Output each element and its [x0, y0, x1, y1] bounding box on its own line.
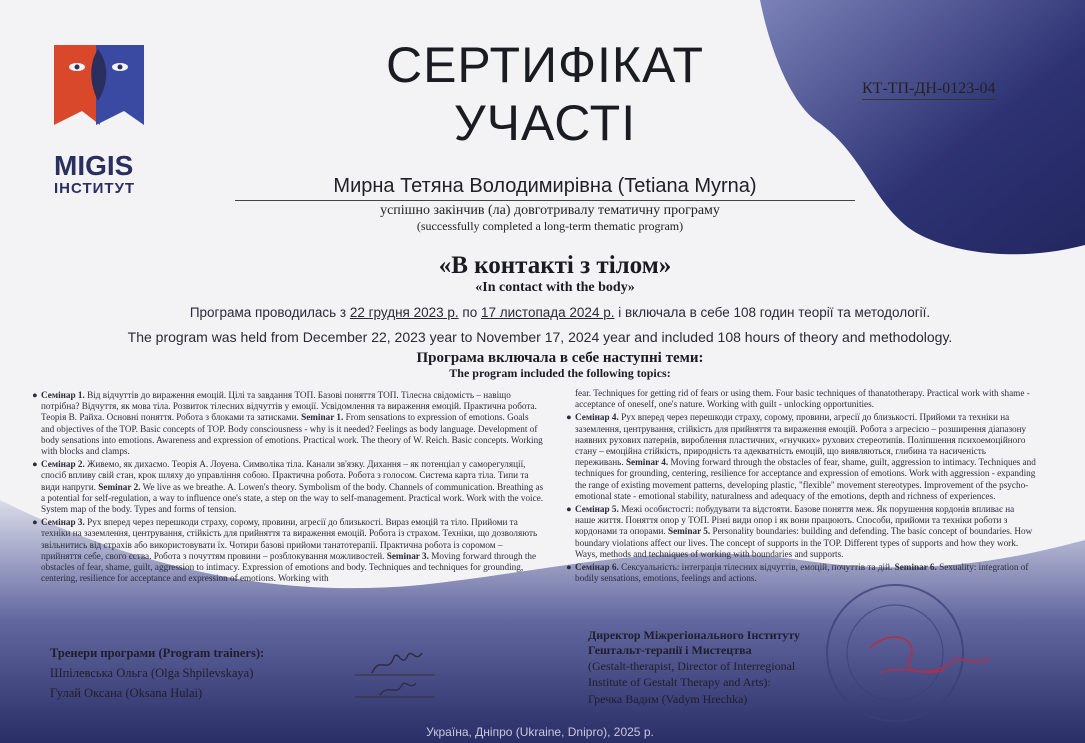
director-title-3: (Gestalt-therapist, Director of Interregional — [588, 659, 796, 673]
seminar-text-en: Personality boundaries: building and defending. The basic concept of boundaries. How boundary violations affect our lives. The concept of supports in the TOP. Different types of supports and how they work. Ways, methods and techniques of working with boundaries and supports. — [575, 526, 1033, 559]
seminar-2 — [32, 459, 544, 515]
seminar-text-en: Sexuality: integration of bodily sensations, emotions, feelings and actions. — [575, 562, 1029, 584]
migis-logo — [50, 45, 150, 197]
seminar-text: Межі особистості: побудувати та відстояти. Базове поняття меж. Як порушення кордонів впливає на наше життя. Поняття опор у ТОП. Різні види опор і як вони працюють. Способи, прийоми та техніки роботи з кордонами та опорами. — [575, 504, 1015, 537]
bullet-icon: ● — [566, 412, 572, 423]
seminar-label-en: Seminar 5. — [667, 526, 711, 537]
topics-heading-ua: Програма включала в себе наступні теми: — [416, 350, 704, 366]
director-title-1: Директор Міжрегіонального Інституту — [588, 628, 800, 642]
seminar-text: Сексуальність: інтеграція тілесних відчуттів, емоцій, почуттів та дій. — [618, 562, 893, 573]
footer-location: Україна, Дніпро (Ukraine, Dnipro), 2025 р. — [426, 725, 654, 739]
title-line-2: УЧАСТІ — [453, 95, 637, 151]
certificate-title — [330, 36, 760, 152]
program-title: «В контакті з тілом» — [438, 252, 672, 279]
trainer-signature — [350, 645, 440, 705]
held-ua-pre: Програма проводилась з — [189, 305, 350, 320]
seminar-label-en: Seminar 1. — [301, 412, 344, 423]
seminar-text: Від відчуттів до вираження емоцій. Цілі та завдання ТОП. Базові поняття ТОП. Тілесна свідомість – навіщо потрібна? Відчуття, як мова тіла. Розвиток тілесних відчуттів у емоції. Усвідомлення та вираження емоцій. Практична робота. Теорія В. Райха. Основні поняття. Робота з блоками та затисками. — [41, 390, 537, 423]
logo-name: MIGIS — [54, 150, 134, 181]
bullet-icon: ● — [32, 459, 38, 470]
completed-text-ua: успішно закінчив (ла) довготривалу тематичну програму — [380, 203, 720, 218]
held-ua-post: і включала в себе 108 годин теорії та методології. — [614, 305, 931, 320]
title-line-1: СЕРТИФІКАТ — [385, 37, 705, 93]
seminar-text-en: Moving forward through the obstacles of fear, shame, guilt, aggression to intimacy. Expression of emotions and body. Techniques and techniques for grounding, centering, resilience for acceptance and expression of emotions. Working with — [41, 550, 537, 584]
seminar-label-en: Seminar 2. — [98, 481, 141, 492]
seminar-label: Семінар 4. — [575, 412, 619, 423]
completed-text-en: (successfully completed a long-term thematic program) — [416, 219, 684, 233]
program-dates-ua — [60, 305, 1060, 320]
director-name: Гречка Вадим (Vadym Hrechka) — [588, 692, 748, 706]
seminar-5 — [566, 504, 1036, 560]
seminar-label-en: Seminar 4. — [625, 457, 669, 468]
logo-subtitle: ІНСТИТУТ — [54, 180, 136, 197]
seminar-text-en: From sensations to expression of emotions. Goals and objectives of the TOP. Basic concepts of TOP. Body consciousness - why is it needed? Feelings as body language. Development of body sensations into emotions. Awareness and expression of emotions. Practical work. The theory of W. Reich. Basic concepts. Working with blocks and clamps. — [41, 412, 543, 457]
seminar-text: Рух вперед через перешкоди страху, сорому, провини, агресії до близькості. Вираз емоцій та тіло. Прийоми та техніки на заземлення, центрування, стійкість для прийняття та вираження емоцій. Робота із страхом. Техніки, що дозволяють звільнитись від страхів або використовувати їх. Чотири базові прийоми танатотерапії. Практична робота із соромом – прийняття себе, свого єства. Робота з почуттям провини – розблокування можливостей. — [41, 517, 538, 561]
seminar-text-en: Moving forward through the obstacles of fear, shame, guilt, aggression to intimacy. Techniques and techniques for grounding, centering, resilience for acceptance and expression of emotions. Work with aggression - expanding the range of existing movement patterns, developing plastic, "flexible" movement stereotypes. Improvement of the psycho-emotional state - emotional stability, naturalness and adequacy of the emotions, depth and richness of experiences. — [575, 457, 1036, 501]
seminar-label-en: Seminar 6. — [894, 562, 937, 573]
seminar-text: Живемо, як дихаємо. Теорія А. Лоуена. Символіка тіла. Канали зв'язку. Дихання – як потенціал у саморегуляції, спосіб впливу свій стан, крок шляху до управління собою. Практична робота. Робота з голосом. Система карта тіла. Типи та види напруги. — [41, 459, 529, 492]
bullet-icon: ● — [32, 517, 38, 528]
topics-left-column — [32, 390, 544, 586]
topics-heading-en: The program included the following topics: — [449, 366, 671, 380]
seminar-label-en: Seminar 3. — [386, 550, 429, 561]
seminar-4 — [566, 412, 1036, 502]
seminar-label: Семінар 2. — [41, 459, 85, 470]
certificate-number: КТ-ТП-ДН-0123-04 — [862, 80, 996, 100]
trainer-2: Гулай Оксана (Oksana Hulai) — [50, 686, 203, 700]
recipient-name: Мирна Тетяна Володимирівна (Tetiana Myrna) — [235, 175, 855, 201]
held-ua-start-date: 22 грудня 2023 р. — [349, 305, 459, 320]
seminar-3 — [32, 517, 544, 584]
seminar-3-continuation: fear. Techniques for getting rid of fears or using them. Four basic techniques of thanatotherapy. Practical work with shame - acceptance of oneself, one's nature. Working with guilt - unlocking opportunities. — [575, 388, 1030, 410]
topics-right-column — [566, 388, 1036, 586]
seminar-label: Семінар 5. — [575, 504, 619, 515]
bullet-icon: ● — [566, 504, 572, 515]
bullet-icon: ● — [566, 562, 572, 573]
program-dates-en: The program was held from December 22, 2023 year to November 17, 2024 year and included 108 hours of theory and methodology. — [127, 329, 953, 345]
institute-stamp — [800, 578, 1030, 728]
held-ua-end-date: 17 листопада 2024 р. — [480, 305, 615, 320]
program-title-en: «In contact with the body» — [475, 280, 635, 295]
bullet-icon: ● — [32, 390, 38, 400]
logo-faces-icon — [50, 45, 146, 125]
seminar-text: Рух вперед через перешкоди страху, сорому, провини, агресії до близькості. Прийоми та техніки на заземлення, центрування, стійкість для прийняття та вираження емоцій. Робота з агресією – розширення діапазону наявних рухових патернів, вироблення пластичних, «гнучких» рухових стереотипів. Поліпшення психоемоційного стану – емоційна стійкість, природність та адекватність емоцій, що виявляються, глибина та насиченість переживань. — [575, 412, 1027, 468]
seminar-label: Семінар 1. — [41, 390, 85, 400]
seminar-1 — [32, 390, 544, 457]
held-ua-mid: по — [458, 305, 481, 320]
seminar-label: Семінар 6. — [575, 562, 619, 573]
trainer-1: Шпілевська Ольга (Olga Shpilevskaya) — [50, 666, 254, 680]
director-title-2: Гештальт-терапії і Мистецтва — [588, 643, 752, 657]
trainers-heading: Тренери програми (Program trainers): — [50, 646, 265, 660]
seminar-text-en: We live as we breathe. A. Lowen's theory. Symbolism of the body. Channels of communication. Breathing as a potential for self-regulation, a way to influence one's state, a step on the way to self-management. Practical work. Work with the voice. System map of the body. Types and forms of tension. — [41, 481, 544, 515]
seminar-label: Семінар 3. — [41, 517, 85, 528]
director-title-4: Institute of Gestalt Therapy and Arts): — [588, 675, 771, 689]
